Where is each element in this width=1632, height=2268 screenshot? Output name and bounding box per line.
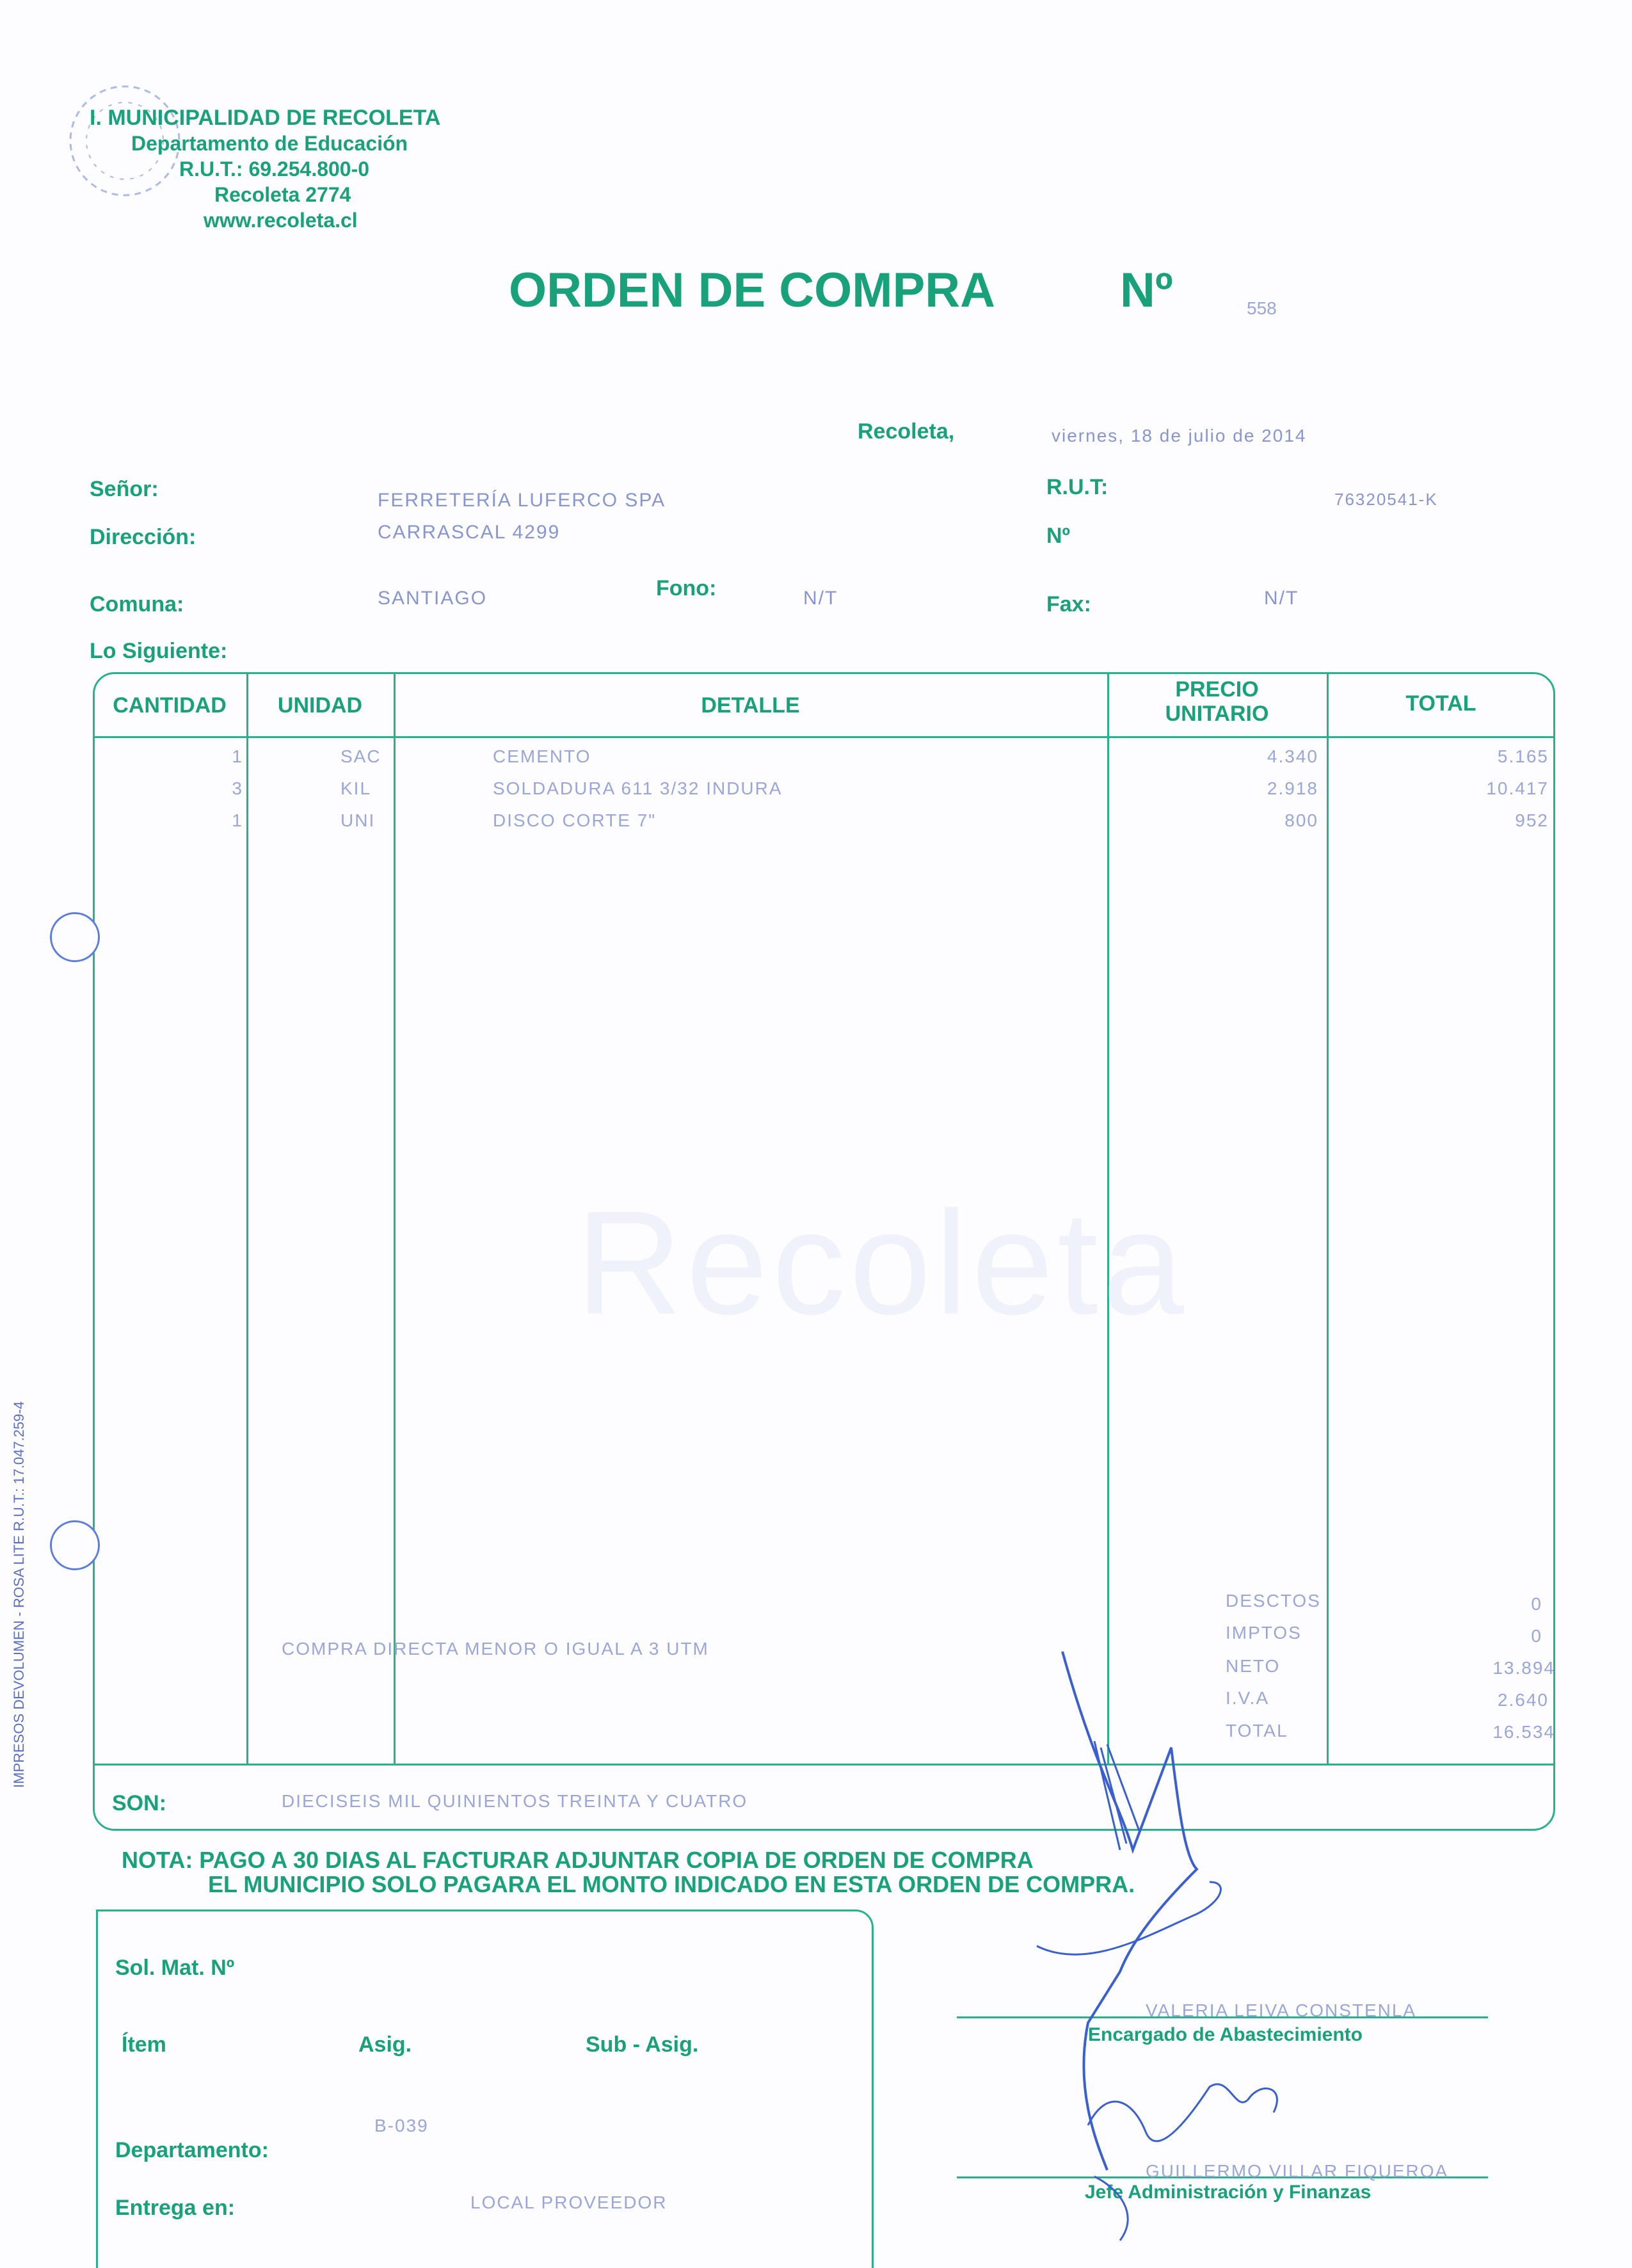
header-precio-2: UNITARIO: [1165, 702, 1269, 726]
order-number: 558: [1247, 298, 1277, 318]
rut-label: R.U.T:: [1046, 475, 1108, 499]
supplier-rut: 76320541-K: [1334, 490, 1438, 509]
recoleta-watermark: Recoleta: [576, 1180, 1188, 1345]
supplier-fax: N/T: [1264, 588, 1299, 609]
supplier-fono: N/T: [803, 588, 838, 609]
printer-side-text: IMPRESOS DEVOLUMEN - ROSA LITE R.U.T.: 17.047.259-4: [11, 1401, 27, 1788]
binder-hole-bottom: [50, 1520, 100, 1570]
place-label: Recoleta,: [858, 419, 955, 444]
row-precio: 4.340: [1267, 746, 1318, 766]
row-total: 5.165: [1497, 746, 1549, 766]
department-name: Departamento de Educación: [131, 132, 408, 155]
row-cantidad: 1: [232, 746, 243, 766]
row-unidad: SAC: [340, 746, 381, 766]
header-cantidad: CANTIDAD: [113, 693, 227, 718]
son-label: SON:: [112, 1791, 166, 1815]
departamento-label: Departamento:: [115, 2138, 269, 2162]
department-code: B-039: [374, 2116, 429, 2135]
signatory-2-role: Jefe Administración y Finanzas: [1085, 2182, 1372, 2203]
purchase-type-note: COMPRA DIRECTA MENOR O IGUAL A 3 UTM: [282, 1639, 709, 1659]
signature-scribble: [928, 1639, 1376, 2247]
signatory-1-name: VALERIA LEIVA CONSTENLA: [1146, 2000, 1417, 2020]
summary-label: DESCTOS: [1226, 1591, 1321, 1611]
org-website: www.recoleta.cl: [204, 209, 358, 232]
summary-label: I.V.A: [1226, 1688, 1270, 1708]
item-label: Ítem: [122, 2032, 166, 2057]
row-cantidad: 1: [232, 810, 243, 830]
supplier-name: FERRETERÍA LUFERCO SPA: [378, 490, 666, 511]
supplier-address: CARRASCAL 4299: [378, 522, 561, 543]
header-precio-1: PRECIO: [1175, 677, 1259, 702]
org-name: I. MUNICIPALIDAD DE RECOLETA: [90, 106, 441, 130]
summary-label: NETO: [1226, 1656, 1281, 1676]
payment-note-1: NOTA: PAGO A 30 DIAS AL FACTURAR ADJUNTAR COPIA DE ORDEN DE COMPRA: [122, 1847, 1034, 1873]
summary-value: 0: [1531, 1594, 1542, 1614]
header-total: TOTAL: [1405, 691, 1476, 716]
order-date: viernes, 18 de julio de 2014: [1052, 426, 1307, 446]
payment-note-2: EL MUNICIPIO SOLO PAGARA EL MONTO INDICADO EN ESTA ORDEN DE COMPRA.: [208, 1871, 1135, 1897]
row-cantidad: 3: [232, 778, 243, 798]
direccion-label: Dirección:: [90, 525, 196, 549]
entrega-label: Entrega en:: [115, 2196, 236, 2220]
sol-mat-label: Sol. Mat. Nº: [115, 1956, 235, 1980]
summary-value: 0: [1531, 1626, 1542, 1646]
summary-value: 2.640: [1497, 1690, 1549, 1710]
sub-asig-label: Sub - Asig.: [586, 2032, 699, 2057]
lo-siguiente-label: Lo Siguiente:: [90, 639, 228, 663]
amount-in-words: DIECISEIS MIL QUINIENTOS TREINTA Y CUATRO: [282, 1791, 748, 1811]
row-detalle: SOLDADURA 611 3/32 INDURA: [493, 778, 783, 798]
fono-label: Fono:: [656, 576, 717, 600]
summary-label: IMPTOS: [1226, 1623, 1302, 1643]
supplier-comuna: SANTIAGO: [378, 588, 488, 609]
row-unidad: UNI: [340, 810, 376, 830]
signatory-1-role: Encargado de Abastecimiento: [1088, 2024, 1363, 2045]
row-precio: 2.918: [1267, 778, 1318, 798]
summary-value: 16.534: [1492, 1722, 1555, 1742]
summary-value: 13.894: [1492, 1658, 1555, 1678]
row-unidad: KIL: [340, 778, 372, 798]
summary-label: TOTAL: [1226, 1721, 1288, 1741]
row-detalle: DISCO CORTE 7": [493, 810, 657, 830]
asig-label: Asig.: [358, 2032, 412, 2057]
header-detalle: DETALLE: [701, 693, 800, 718]
signatory-2-name: GUILLERMO VILLAR FIQUEROA: [1146, 2161, 1449, 2181]
org-address: Recoleta 2774: [214, 183, 351, 206]
row-precio: 800: [1284, 810, 1318, 830]
header-unidad: UNIDAD: [277, 693, 363, 718]
binder-hole-top: [50, 912, 100, 962]
fax-label: Fax:: [1046, 592, 1091, 616]
row-total: 952: [1515, 810, 1549, 830]
supplier-no-label: Nº: [1046, 524, 1070, 548]
page-title: ORDEN DE COMPRA: [509, 263, 996, 318]
delivery-location: LOCAL PROVEEDOR: [470, 2192, 668, 2212]
comuna-label: Comuna:: [90, 592, 184, 616]
row-total: 10.417: [1486, 778, 1549, 798]
senor-label: Señor:: [90, 477, 159, 501]
order-number-label: Nº: [1120, 263, 1173, 318]
org-rut: R.U.T.: 69.254.800-0: [179, 157, 370, 181]
row-detalle: CEMENTO: [493, 746, 591, 766]
